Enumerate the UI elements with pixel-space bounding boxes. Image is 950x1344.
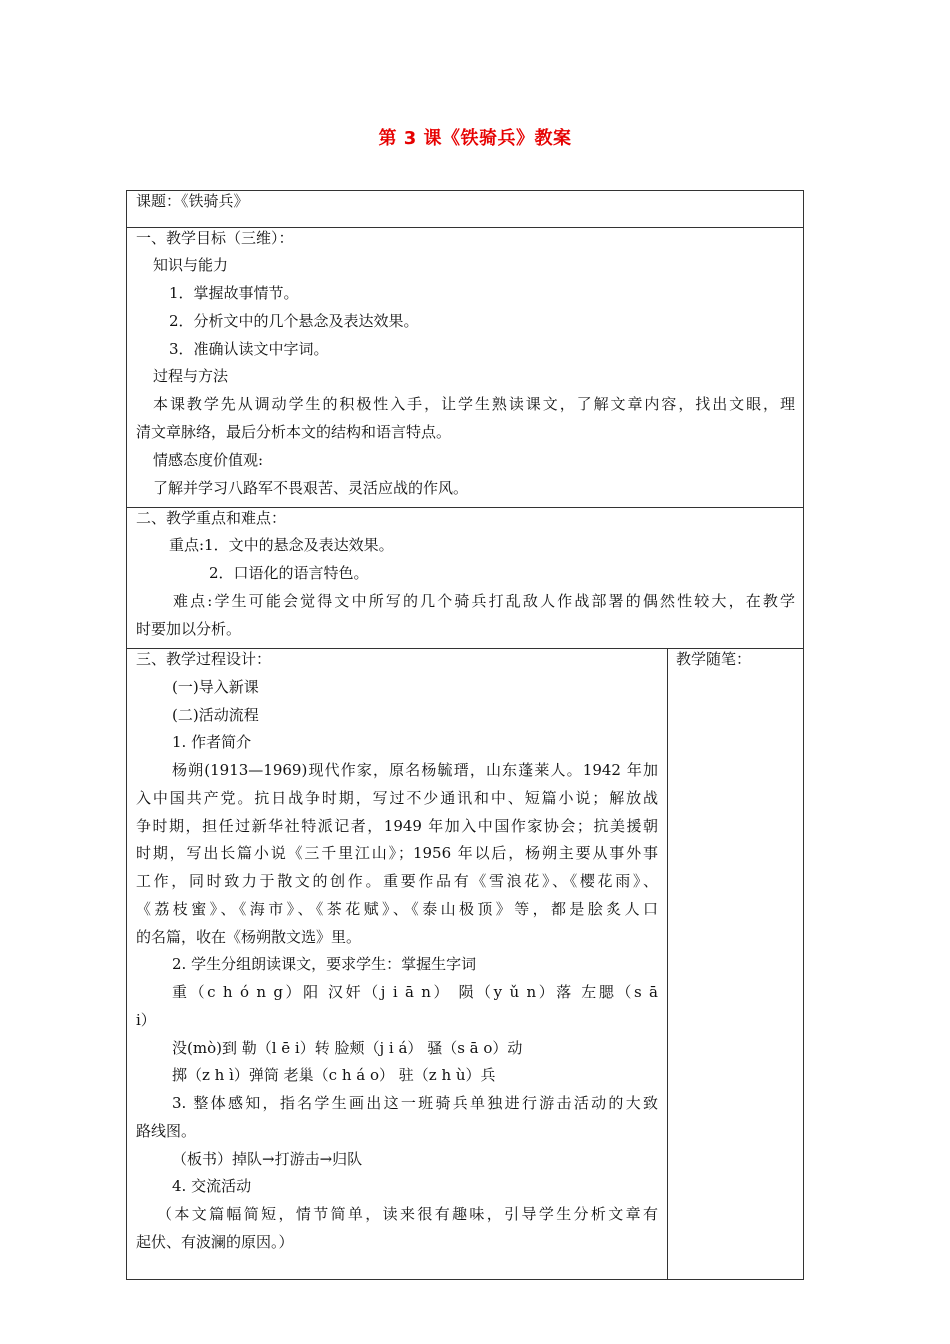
process-text: 本课教学先从调动学生的积极性入手，让学生熟读课文，了解文章内容，找出文眼，理 bbox=[153, 395, 795, 413]
difficulty-text: 难点:学生可能会觉得文中所写的几个骑兵打乱敌人作战部署的偶然性较大，在教学 bbox=[173, 592, 795, 610]
author-bio-line: 《荔枝蜜》、《海市》、《茶花赋》、《泰山极顶》等，都是脍炙人口 bbox=[136, 900, 658, 918]
author-bio-line: 争时期，担任过新华社特派记者，1949 年加入中国作家协会；抗美援朝 bbox=[136, 817, 658, 835]
pinyin-line: i） bbox=[136, 1011, 156, 1029]
author-bio-line: 工作，同时致力于散文的创作。重要作品有《雪浪花》、《樱花雨》、 bbox=[136, 872, 658, 890]
emotion-subheading: 情感态度价值观: bbox=[153, 451, 264, 469]
key-point: 重点:1．文中的悬念及表达效果。 bbox=[169, 536, 394, 554]
author-bio-line: 杨朔(1913—1969)现代作家，原名杨毓瑨，山东蓬莱人。1942 年加 bbox=[172, 761, 658, 779]
activity-item: 1. 作者简介 bbox=[172, 733, 252, 751]
pinyin-line: 掷（z h ì）弹筒 老巢（c h á o） 驻（z h ù）兵 bbox=[172, 1066, 496, 1084]
activity-item: 2. 学生分组朗读课文，要求学生：掌握生字词 bbox=[172, 955, 477, 973]
objectives-heading: 一、教学目标（三维）： bbox=[136, 229, 294, 247]
pinyin-line: 没(mò)到 勒（l ē i）转 脸颊（j i á） 骚（s ā o）动 bbox=[172, 1039, 523, 1057]
column-divider bbox=[667, 648, 668, 1279]
activity-item: 路线图。 bbox=[136, 1122, 197, 1140]
keypoints-heading: 二、教学重点和难点： bbox=[136, 509, 287, 527]
teaching-notes-label: 教学随笔： bbox=[676, 650, 752, 668]
objective-item: 2．分析文中的几个悬念及表达效果。 bbox=[169, 312, 419, 330]
activity-item: 3. 整体感知，指名学生画出这一班骑兵单独进行游击活动的大致 bbox=[172, 1094, 658, 1112]
process-subheading: 过程与方法 bbox=[153, 367, 229, 385]
lesson-topic: 课题：《铁骑兵》 bbox=[136, 192, 249, 210]
difficulty-text: 时要加以分析。 bbox=[136, 620, 242, 638]
step-heading: (二)活动流程 bbox=[172, 706, 259, 724]
pinyin-line: 重（c h ó n g）阳 汉奸（j i ā n） 陨（y ǔ n）落 左腮（s ā bbox=[172, 983, 658, 1001]
board-writing: （板书）掉队→打游击→归队 bbox=[172, 1150, 363, 1168]
page-title: 第 3 课《铁骑兵》教案 bbox=[378, 128, 572, 149]
activity-item: 4. 交流活动 bbox=[172, 1177, 252, 1195]
author-bio-line: 的名篇，收在《杨朔散文选》里。 bbox=[136, 928, 362, 946]
process-text: 清文章脉络，最后分析本文的结构和语言特点。 bbox=[136, 423, 452, 441]
knowledge-subheading: 知识与能力 bbox=[153, 256, 229, 274]
emotion-text: 了解并学习八路军不畏艰苦、灵活应战的作风。 bbox=[153, 479, 469, 497]
key-point: 2．口语化的语言特色。 bbox=[209, 564, 369, 582]
objective-item: 1．掌握故事情节。 bbox=[169, 284, 299, 302]
activity-note: （本文篇幅简短，情节简单，读来很有趣味，引导学生分析文章有 bbox=[157, 1205, 658, 1223]
activity-note: 起伏、有波澜的原因。） bbox=[136, 1233, 294, 1251]
lesson-table bbox=[126, 190, 804, 1280]
step-heading: (一)导入新课 bbox=[172, 678, 259, 696]
process-design-heading: 三、教学过程设计： bbox=[136, 650, 272, 668]
author-bio-line: 时期，写出长篇小说《三千里江山》；1956 年以后，杨朔主要从事外事 bbox=[136, 844, 658, 862]
author-bio-line: 入中国共产党。抗日战争时期，写过不少通讯和中、短篇小说；解放战 bbox=[136, 789, 658, 807]
objective-item: 3．准确认读文中字词。 bbox=[169, 340, 329, 358]
